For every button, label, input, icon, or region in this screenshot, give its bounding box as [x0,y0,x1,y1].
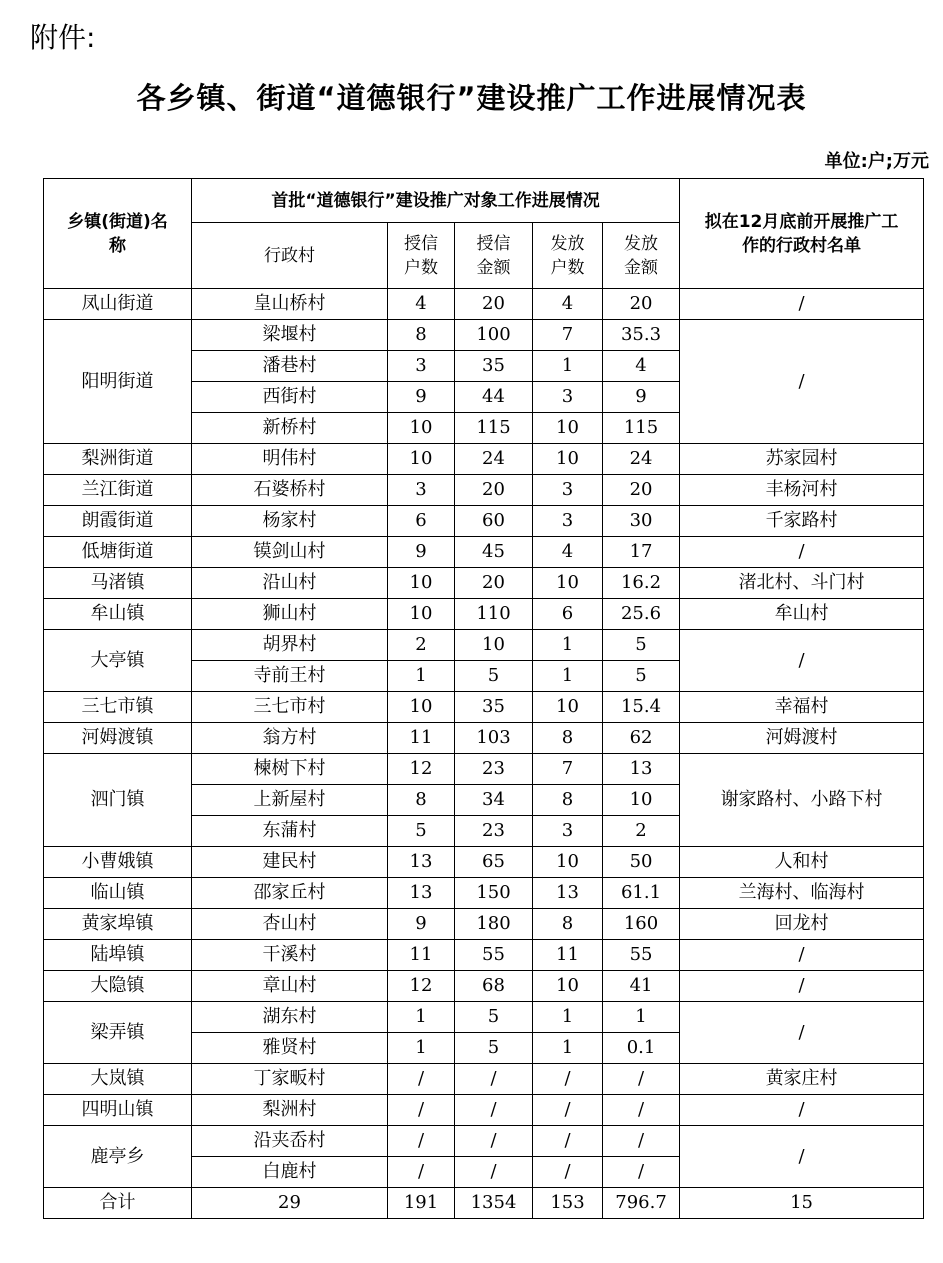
plan-villages-cell: 渚北村、斗门村 [680,568,924,599]
table-row [44,1126,924,1157]
town-cell: 梁弄镇 [44,1002,192,1064]
loan-households-cell: 10 [533,971,603,1002]
header-loan-households: 发放户数 [533,223,603,289]
credit-amount-cell: 103 [455,723,533,754]
town-cell: 鹿亭乡 [44,1126,192,1188]
header-credit-amount: 授信金额 [455,223,533,289]
credit-households-cell: 1 [388,1002,455,1033]
credit-households-cell: 9 [388,382,455,413]
loan-amount-cell: 10 [603,785,680,816]
loan-amount-cell: 5 [603,630,680,661]
loan-households-cell: / [533,1157,603,1188]
credit-households-cell: 5 [388,816,455,847]
progress-table [43,178,924,1219]
credit-households-cell: / [388,1126,455,1157]
credit-households-cell: / [388,1064,455,1095]
table-row [44,506,924,537]
loan-amount-cell: 15.4 [603,692,680,723]
loan-households-cell: 7 [533,754,603,785]
credit-amount-cell: 20 [455,475,533,506]
table-row [44,599,924,630]
total-credit-amount-cell: 1354 [455,1188,533,1219]
town-cell: 大岚镇 [44,1064,192,1095]
credit-households-cell: 11 [388,723,455,754]
town-cell: 大隐镇 [44,971,192,1002]
credit-amount-cell: 115 [455,413,533,444]
loan-amount-cell: 16.2 [603,568,680,599]
total-label-cell: 合计 [44,1188,192,1219]
unit-note: 单位:户;万元 [824,151,929,172]
town-cell: 牟山镇 [44,599,192,630]
village-cell: 三七市村 [192,692,388,723]
plan-villages-cell: 回龙村 [680,909,924,940]
loan-amount-cell: 4 [603,351,680,382]
loan-households-cell: 11 [533,940,603,971]
town-cell: 梨洲街道 [44,444,192,475]
loan-amount-cell: 160 [603,909,680,940]
header-row-top [44,179,924,223]
table-body [44,289,924,1219]
credit-amount-cell: 35 [455,692,533,723]
loan-amount-cell: 20 [603,475,680,506]
village-cell: 西街村 [192,382,388,413]
credit-amount-cell: 5 [455,661,533,692]
total-village-count-cell: 29 [192,1188,388,1219]
header-village: 行政村 [192,223,388,289]
village-cell: 上新屋村 [192,785,388,816]
table-row [44,847,924,878]
plan-villages-cell: / [680,289,924,320]
loan-amount-cell: 55 [603,940,680,971]
loan-households-cell: 3 [533,475,603,506]
plan-villages-cell: / [680,1126,924,1188]
credit-households-cell: 8 [388,785,455,816]
total-row [44,1188,924,1219]
loan-households-cell: 10 [533,847,603,878]
loan-households-cell: 3 [533,506,603,537]
plan-villages-cell: 黄家庄村 [680,1064,924,1095]
village-cell: 白鹿村 [192,1157,388,1188]
credit-households-cell: 9 [388,909,455,940]
loan-households-cell: 8 [533,909,603,940]
credit-households-cell: 2 [388,630,455,661]
village-cell: 梁堰村 [192,320,388,351]
attachment-label: 附件: [30,21,96,54]
town-cell: 朗霞街道 [44,506,192,537]
village-cell: 东蒲村 [192,816,388,847]
credit-households-cell: 1 [388,1033,455,1064]
loan-households-cell: 3 [533,382,603,413]
credit-households-cell: / [388,1157,455,1188]
village-cell: 石婆桥村 [192,475,388,506]
loan-households-cell: 1 [533,630,603,661]
town-cell: 凤山街道 [44,289,192,320]
plan-villages-cell: 牟山村 [680,599,924,630]
loan-households-cell: 7 [533,320,603,351]
credit-amount-cell: 44 [455,382,533,413]
loan-amount-cell: 13 [603,754,680,785]
total-loan-amount-cell: 796.7 [603,1188,680,1219]
loan-amount-cell: 35.3 [603,320,680,351]
village-cell: 胡界村 [192,630,388,661]
table-row [44,537,924,568]
village-cell: 楝树下村 [192,754,388,785]
village-cell: 沿夹岙村 [192,1126,388,1157]
loan-households-cell: 8 [533,723,603,754]
table-row [44,909,924,940]
village-cell: 沿山村 [192,568,388,599]
village-cell: 镆剑山村 [192,537,388,568]
table-row [44,940,924,971]
loan-households-cell: 10 [533,692,603,723]
header-credit-households: 授信户数 [388,223,455,289]
credit-households-cell: 9 [388,537,455,568]
table-row [44,1095,924,1126]
loan-amount-cell: 62 [603,723,680,754]
plan-villages-cell: / [680,1095,924,1126]
loan-households-cell: / [533,1095,603,1126]
credit-households-cell: 13 [388,878,455,909]
plan-villages-cell: 兰海村、临海村 [680,878,924,909]
village-cell: 建民村 [192,847,388,878]
plan-villages-cell: / [680,537,924,568]
table-row [44,692,924,723]
plan-villages-cell: / [680,1002,924,1064]
loan-amount-cell: 20 [603,289,680,320]
village-cell: 雅贤村 [192,1033,388,1064]
loan-households-cell: 10 [533,568,603,599]
loan-amount-cell: 17 [603,537,680,568]
village-cell: 皇山桥村 [192,289,388,320]
loan-amount-cell: 30 [603,506,680,537]
loan-households-cell: 1 [533,1002,603,1033]
total-credit-households-cell: 191 [388,1188,455,1219]
loan-amount-cell: 24 [603,444,680,475]
credit-households-cell: 10 [388,444,455,475]
plan-villages-cell: / [680,940,924,971]
town-cell: 临山镇 [44,878,192,909]
credit-households-cell: / [388,1095,455,1126]
credit-households-cell: 10 [388,692,455,723]
village-cell: 翁方村 [192,723,388,754]
plan-villages-cell: 人和村 [680,847,924,878]
loan-amount-cell: 9 [603,382,680,413]
village-cell: 干溪村 [192,940,388,971]
town-cell: 三七市镇 [44,692,192,723]
credit-amount-cell: 150 [455,878,533,909]
town-cell: 阳明街道 [44,320,192,444]
loan-households-cell: 4 [533,289,603,320]
loan-amount-cell: / [603,1095,680,1126]
credit-amount-cell: / [455,1095,533,1126]
credit-amount-cell: 23 [455,754,533,785]
total-loan-households-cell: 153 [533,1188,603,1219]
credit-households-cell: 4 [388,289,455,320]
town-cell: 低塘街道 [44,537,192,568]
credit-amount-cell: 20 [455,568,533,599]
header-group: 首批“道德银行”建设推广对象工作进展情况 [192,179,680,223]
plan-villages-cell: 谢家路村、小路下村 [680,754,924,847]
village-cell: 丁家畈村 [192,1064,388,1095]
credit-amount-cell: 35 [455,351,533,382]
loan-households-cell: 13 [533,878,603,909]
town-cell: 大亭镇 [44,630,192,692]
loan-households-cell: / [533,1064,603,1095]
loan-amount-cell: 1 [603,1002,680,1033]
credit-households-cell: 6 [388,506,455,537]
town-cell: 马渚镇 [44,568,192,599]
credit-amount-cell: 45 [455,537,533,568]
village-cell: 潘巷村 [192,351,388,382]
village-cell: 邵家丘村 [192,878,388,909]
village-cell: 杨家村 [192,506,388,537]
credit-amount-cell: 60 [455,506,533,537]
table-row [44,568,924,599]
loan-households-cell: 6 [533,599,603,630]
village-cell: 杏山村 [192,909,388,940]
loan-amount-cell: / [603,1157,680,1188]
table-row [44,444,924,475]
loan-households-cell: 1 [533,351,603,382]
village-cell: 新桥村 [192,413,388,444]
town-cell: 河姆渡镇 [44,723,192,754]
credit-amount-cell: 24 [455,444,533,475]
table-row [44,475,924,506]
plan-villages-cell: 河姆渡村 [680,723,924,754]
table-row [44,1002,924,1033]
table-row [44,320,924,351]
loan-households-cell: 3 [533,816,603,847]
table-row [44,878,924,909]
plan-villages-cell: 千家路村 [680,506,924,537]
loan-households-cell: 4 [533,537,603,568]
table-row [44,630,924,661]
credit-households-cell: 10 [388,568,455,599]
credit-households-cell: 13 [388,847,455,878]
header-town: 乡镇(街道)名称 [44,179,192,289]
loan-households-cell: 1 [533,1033,603,1064]
loan-amount-cell: 41 [603,971,680,1002]
loan-amount-cell: 61.1 [603,878,680,909]
credit-amount-cell: / [455,1157,533,1188]
plan-villages-cell: 幸福村 [680,692,924,723]
village-cell: 狮山村 [192,599,388,630]
town-cell: 兰江街道 [44,475,192,506]
table-row [44,971,924,1002]
credit-households-cell: 10 [388,413,455,444]
village-cell: 寺前王村 [192,661,388,692]
village-cell: 明伟村 [192,444,388,475]
town-cell: 黄家埠镇 [44,909,192,940]
plan-villages-cell: 丰杨河村 [680,475,924,506]
loan-amount-cell: 50 [603,847,680,878]
plan-villages-cell: / [680,630,924,692]
plan-villages-cell: / [680,320,924,444]
credit-amount-cell: 55 [455,940,533,971]
credit-households-cell: 12 [388,754,455,785]
village-cell: 湖东村 [192,1002,388,1033]
header-plan: 拟在12月底前开展推广工作的行政村名单 [680,179,924,289]
credit-amount-cell: 5 [455,1033,533,1064]
table-row [44,289,924,320]
loan-households-cell: 10 [533,413,603,444]
header-loan-amount: 发放金额 [603,223,680,289]
credit-amount-cell: 65 [455,847,533,878]
town-cell: 陆埠镇 [44,940,192,971]
credit-households-cell: 8 [388,320,455,351]
town-cell: 四明山镇 [44,1095,192,1126]
loan-households-cell: / [533,1126,603,1157]
credit-amount-cell: 110 [455,599,533,630]
credit-amount-cell: 20 [455,289,533,320]
credit-amount-cell: 10 [455,630,533,661]
town-cell: 小曹娥镇 [44,847,192,878]
credit-amount-cell: 34 [455,785,533,816]
credit-households-cell: 10 [388,599,455,630]
village-cell: 梨洲村 [192,1095,388,1126]
loan-amount-cell: 115 [603,413,680,444]
table-row [44,723,924,754]
loan-households-cell: 8 [533,785,603,816]
credit-households-cell: 11 [388,940,455,971]
table-row [44,1064,924,1095]
document-title: 各乡镇、街道“道德银行”建设推广工作进展情况表 [136,81,807,115]
credit-amount-cell: 68 [455,971,533,1002]
plan-villages-cell: / [680,971,924,1002]
credit-amount-cell: 100 [455,320,533,351]
credit-amount-cell: 5 [455,1002,533,1033]
loan-amount-cell: / [603,1126,680,1157]
credit-households-cell: 1 [388,661,455,692]
loan-households-cell: 1 [533,661,603,692]
credit-households-cell: 3 [388,351,455,382]
plan-villages-cell: 苏家园村 [680,444,924,475]
total-plan-count-cell: 15 [680,1188,924,1219]
loan-households-cell: 10 [533,444,603,475]
village-cell: 章山村 [192,971,388,1002]
credit-households-cell: 12 [388,971,455,1002]
table-row [44,754,924,785]
loan-amount-cell: / [603,1064,680,1095]
credit-households-cell: 3 [388,475,455,506]
loan-amount-cell: 0.1 [603,1033,680,1064]
credit-amount-cell: / [455,1126,533,1157]
loan-amount-cell: 25.6 [603,599,680,630]
credit-amount-cell: / [455,1064,533,1095]
town-cell: 泗门镇 [44,754,192,847]
credit-amount-cell: 23 [455,816,533,847]
loan-amount-cell: 2 [603,816,680,847]
loan-amount-cell: 5 [603,661,680,692]
credit-amount-cell: 180 [455,909,533,940]
